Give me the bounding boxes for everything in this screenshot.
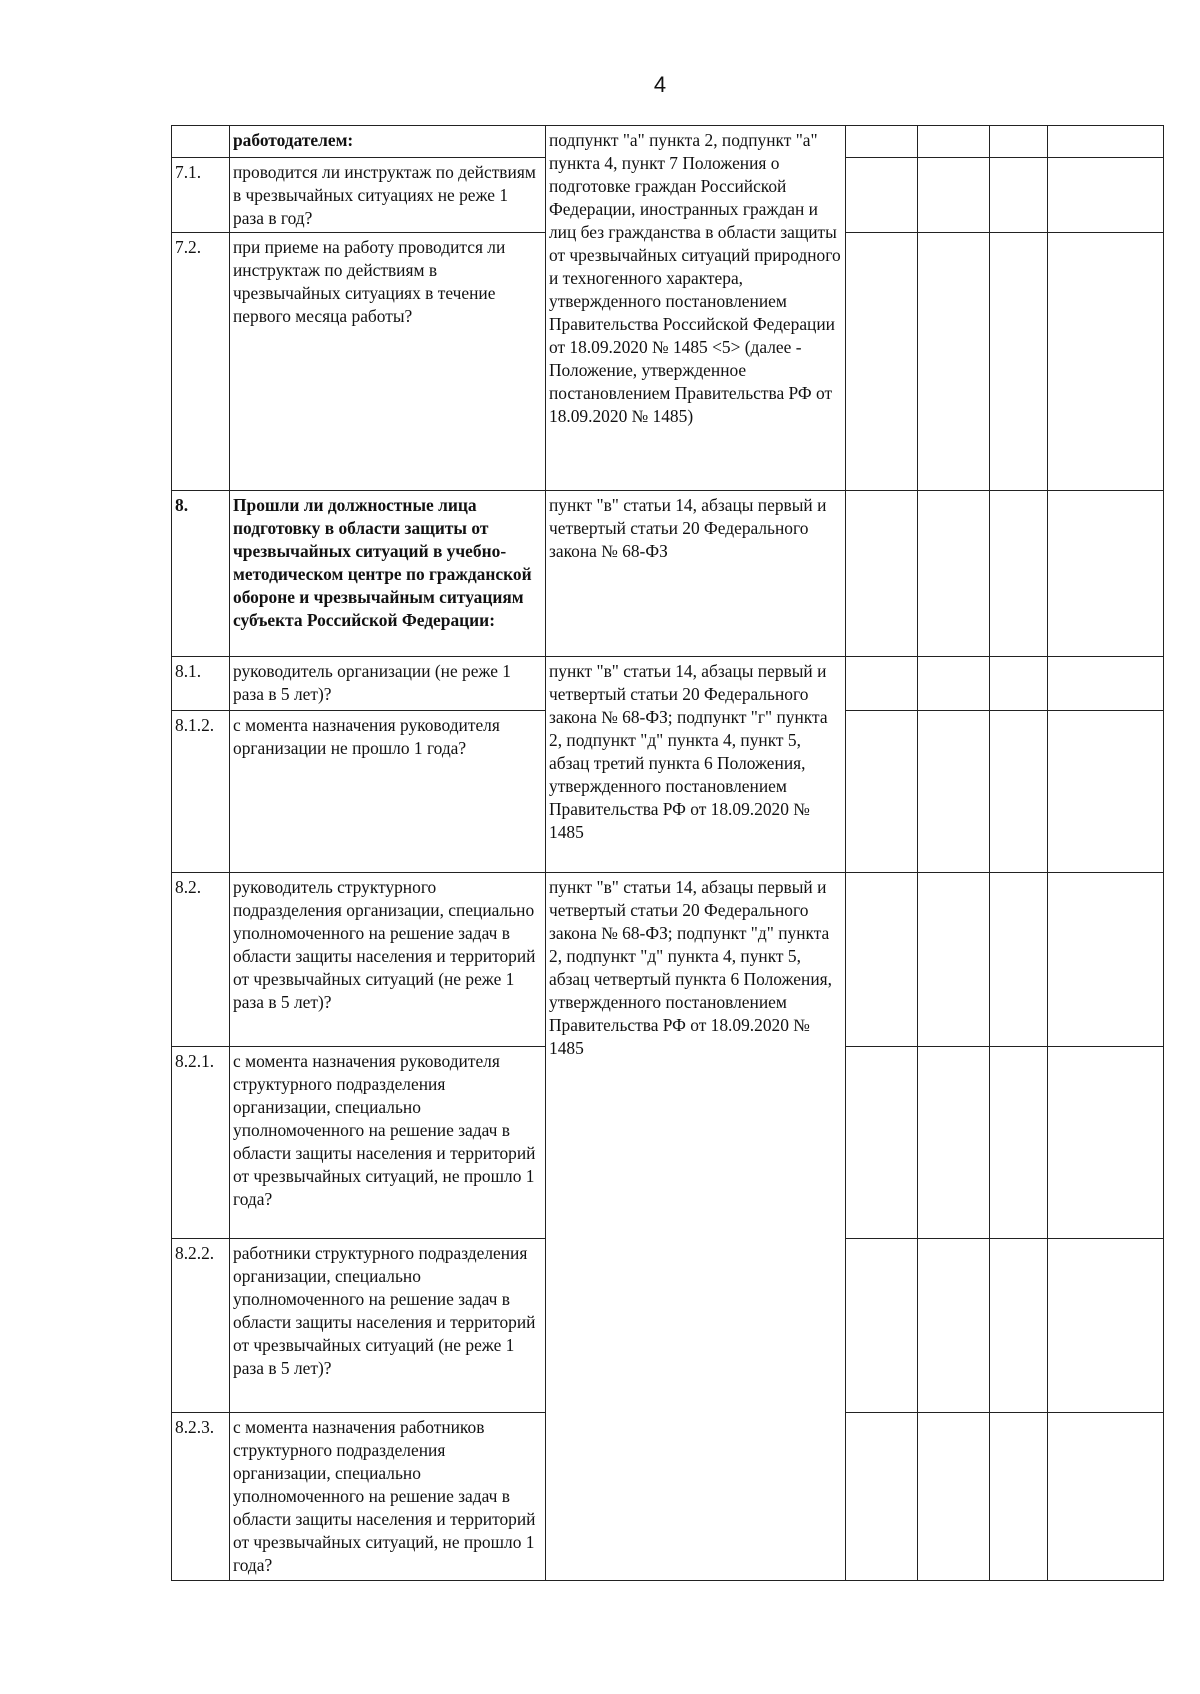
table-row — [172, 873, 1164, 1047]
note-cell[interactable] — [1048, 873, 1164, 1047]
answer-na-cell[interactable] — [990, 1047, 1048, 1239]
note-cell[interactable] — [1048, 126, 1164, 158]
table-row — [172, 657, 1164, 711]
answer-yes-cell[interactable] — [846, 657, 918, 711]
answer-no-cell[interactable] — [918, 491, 990, 657]
page-number: 4 — [653, 72, 667, 97]
answer-na-cell[interactable] — [990, 126, 1048, 158]
answer-na-cell[interactable] — [990, 657, 1048, 711]
row-number: 8.2.3. — [172, 1413, 230, 1581]
note-cell[interactable] — [1048, 233, 1164, 491]
question-cell: с момента назначения работников структурного подразделения организации, специально уполномоченного на решение задач в области защиты населения и территорий от чрезвычайных ситуаций, не прошло 1 года? — [230, 1413, 546, 1581]
answer-no-cell[interactable] — [918, 711, 990, 873]
row-number: 8.2.2. — [172, 1239, 230, 1413]
legal-basis-cell: подпункт "а" пункта 2, подпункт "а" пункта 4, пункт 7 Положения о подготовке граждан Российской Федерации, иностранных граждан и лиц без гражданства в области защиты от чрезвычайных ситуаций природного и техногенного характера, утвержденного постановлением Правительства Российской Федерации от 18.09.2020 № 1485 <5> (далее - Положение, утвержденное постановлением Правительства РФ от 18.09.2020 № 1485) — [546, 126, 846, 491]
note-cell[interactable] — [1048, 1239, 1164, 1413]
answer-na-cell[interactable] — [990, 158, 1048, 233]
note-cell[interactable] — [1048, 657, 1164, 711]
row-number: 8.2.1. — [172, 1047, 230, 1239]
answer-na-cell[interactable] — [990, 1239, 1048, 1413]
row-number: 8.2. — [172, 873, 230, 1047]
answer-no-cell[interactable] — [918, 158, 990, 233]
legal-basis-cell: пункт "в" статьи 14, абзацы первый и четвертый статьи 20 Федерального закона № 68-ФЗ; подпункт "г" пункта 2, подпункт "д" пункта 4, пункт 5, абзац третий пункта 6 Положения, утвержденного постановлением Правительства РФ от 18.09.2020 № 1485 — [546, 657, 846, 873]
row-number: 8.1.2. — [172, 711, 230, 873]
answer-na-cell[interactable] — [990, 873, 1048, 1047]
answer-na-cell[interactable] — [990, 711, 1048, 873]
question-cell: с момента назначения руководителя структурного подразделения организации, специально уполномоченного на решение задач в области защиты населения и территорий от чрезвычайных ситуаций, не прошло 1 года? — [230, 1047, 546, 1239]
answer-no-cell[interactable] — [918, 873, 990, 1047]
row-number — [172, 126, 230, 158]
answer-yes-cell[interactable] — [846, 126, 918, 158]
answer-na-cell[interactable] — [990, 1413, 1048, 1581]
table-row — [172, 491, 1164, 657]
note-cell[interactable] — [1048, 491, 1164, 657]
legal-basis-cell: пункт "в" статьи 14, абзацы первый и четвертый статьи 20 Федерального закона № 68-ФЗ — [546, 491, 846, 657]
answer-yes-cell[interactable] — [846, 1413, 918, 1581]
answer-na-cell[interactable] — [990, 233, 1048, 491]
answer-yes-cell[interactable] — [846, 711, 918, 873]
answer-na-cell[interactable] — [990, 491, 1048, 657]
question-cell: руководитель структурного подразделения организации, специально уполномоченного на решение задач в области защиты населения и территорий от чрезвычайных ситуаций (не реже 1 раза в 5 лет)? — [230, 873, 546, 1047]
question-cell: работодателем: — [230, 126, 546, 158]
answer-no-cell[interactable] — [918, 1047, 990, 1239]
answer-no-cell[interactable] — [918, 657, 990, 711]
answer-yes-cell[interactable] — [846, 491, 918, 657]
question-cell: работники структурного подразделения организации, специально уполномоченного на решение задач в области защиты населения и территорий от чрезвычайных ситуаций (не реже 1 раза в 5 лет)? — [230, 1239, 546, 1413]
note-cell[interactable] — [1048, 1413, 1164, 1581]
question-cell: руководитель организации (не реже 1 раза в 5 лет)? — [230, 657, 546, 711]
answer-yes-cell[interactable] — [846, 1047, 918, 1239]
row-number: 8. — [172, 491, 230, 657]
row-number: 8.1. — [172, 657, 230, 711]
question-cell: при приеме на работу проводится ли инструктаж по действиям в чрезвычайных ситуациях в течение первого месяца работы? — [230, 233, 546, 491]
table-row — [172, 126, 1164, 158]
note-cell[interactable] — [1048, 158, 1164, 233]
question-cell: проводится ли инструктаж по действиям в чрезвычайных ситуациях не реже 1 раза в год? — [230, 158, 546, 233]
answer-no-cell[interactable] — [918, 126, 990, 158]
answer-yes-cell[interactable] — [846, 1239, 918, 1413]
row-number: 7.1. — [172, 158, 230, 233]
answer-yes-cell[interactable] — [846, 158, 918, 233]
answer-yes-cell[interactable] — [846, 233, 918, 491]
row-number: 7.2. — [172, 233, 230, 491]
legal-basis-cell: пункт "в" статьи 14, абзацы первый и четвертый статьи 20 Федерального закона № 68-ФЗ; подпункт "д" пункта 2, подпункт "д" пункта 4, пункт 5, абзац четвертый пункта 6 Положения, утвержденного постановлением Правительства РФ от 18.09.2020 № 1485 — [546, 873, 846, 1581]
answer-no-cell[interactable] — [918, 1239, 990, 1413]
answer-no-cell[interactable] — [918, 233, 990, 491]
answer-yes-cell[interactable] — [846, 873, 918, 1047]
question-cell: Прошли ли должностные лица подготовку в области защиты от чрезвычайных ситуаций в учебно-методическом центре по гражданской обороне и чрезвычайным ситуациям субъекта Российской Федерации: — [230, 491, 546, 657]
note-cell[interactable] — [1048, 1047, 1164, 1239]
checklist-table — [171, 125, 1164, 1581]
question-cell: с момента назначения руководителя организации не прошло 1 года? — [230, 711, 546, 873]
answer-no-cell[interactable] — [918, 1413, 990, 1581]
note-cell[interactable] — [1048, 711, 1164, 873]
